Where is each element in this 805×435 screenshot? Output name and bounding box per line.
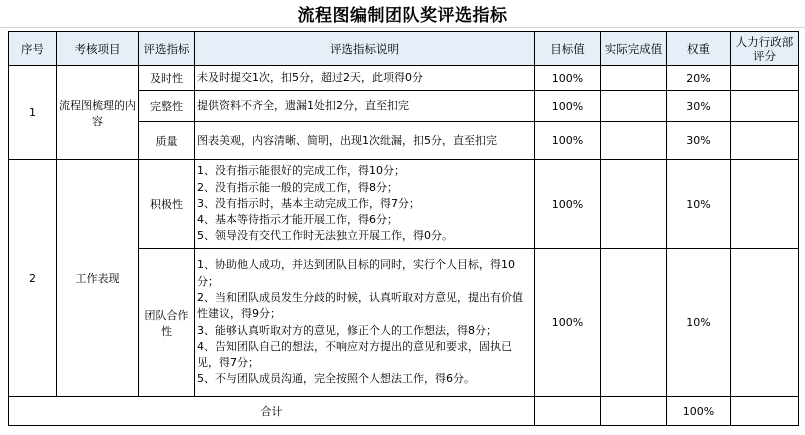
group-item: 流程图梳理的内容 <box>57 66 139 160</box>
target-cell: 100% <box>535 249 601 397</box>
target-cell: 100% <box>535 160 601 249</box>
total-weight: 100% <box>667 397 731 426</box>
desc-line: 2、没有指示能一般的完成工作，得8分； <box>197 180 398 194</box>
header-weight: 权重 <box>667 32 731 66</box>
header-seq: 序号 <box>9 32 57 66</box>
desc-cell: 图表美观，内容清晰、简明，出现1次纰漏，扣5分，直至扣完 <box>195 122 535 160</box>
actual-cell[interactable] <box>601 249 667 397</box>
header-actual: 实际完成值 <box>601 32 667 66</box>
desc-cell <box>195 249 535 397</box>
actual-cell[interactable] <box>601 91 667 122</box>
header-item: 考核项目 <box>57 32 139 66</box>
indicator-cell: 积极性 <box>139 160 195 249</box>
target-cell: 100% <box>535 66 601 91</box>
desc-line: 1、没有指示能很好的完成工作，得10分； <box>197 164 405 178</box>
header-target: 目标值 <box>535 32 601 66</box>
weight-cell: 30% <box>667 91 731 122</box>
title-divider <box>0 27 805 28</box>
total-hr-cell[interactable] <box>731 397 799 426</box>
actual-cell[interactable] <box>601 66 667 91</box>
header-row <box>9 32 799 66</box>
indicator-cell: 质量 <box>139 122 195 160</box>
hr-score-cell[interactable] <box>731 122 799 160</box>
weight-cell: 30% <box>667 122 731 160</box>
desc-line: 5、领导没有交代工作时无法独立开展工作，得0分。 <box>197 229 453 243</box>
indicator-cell: 团队合作性 <box>139 249 195 397</box>
hr-score-cell[interactable] <box>731 66 799 91</box>
desc-cell <box>195 160 535 249</box>
target-cell: 100% <box>535 122 601 160</box>
desc-line: 4、告知团队自己的想法，不响应对方提出的意见和要求，固执已见，得7分； <box>197 339 512 370</box>
total-actual-cell[interactable] <box>601 397 667 426</box>
page-title: 流程图编制团队奖评选指标 <box>297 6 508 26</box>
desc-cell: 未及时提交1次，扣5分，超过2天，此项得0分 <box>195 66 535 91</box>
total-label: 合计 <box>9 397 535 426</box>
indicator-cell: 完整性 <box>139 91 195 122</box>
target-cell: 100% <box>535 91 601 122</box>
group-seq: 1 <box>9 66 57 160</box>
desc-line: 1、协助他人成功，并达到团队目标的同时，实行个人目标，得10分； <box>197 258 515 288</box>
desc-cell: 提供资料不齐全，遗漏1处扣2分，直至扣完 <box>195 91 535 122</box>
table-row <box>9 66 799 91</box>
desc-line: 4、基本等待指示才能开展工作，得6分； <box>197 213 398 227</box>
table-row <box>9 160 799 249</box>
actual-cell[interactable] <box>601 160 667 249</box>
group-seq: 2 <box>9 160 57 397</box>
header-indicator: 评选指标 <box>139 32 195 66</box>
total-target-cell <box>535 397 601 426</box>
desc-line: 3、能够认真听取对方的意见，修正个人的工作想法，得8分； <box>197 323 497 337</box>
weight-cell: 20% <box>667 66 731 91</box>
header-hr: 人力行政部评分 <box>731 32 799 66</box>
hr-score-cell[interactable] <box>731 160 799 249</box>
actual-cell[interactable] <box>601 122 667 160</box>
indicator-table <box>8 31 799 426</box>
indicator-cell: 及时性 <box>139 66 195 91</box>
group-item: 工作表现 <box>57 160 139 397</box>
total-row <box>9 397 799 426</box>
desc-line: 3、没有指示时，基本主动完成工作，得7分； <box>197 196 420 210</box>
weight-cell: 10% <box>667 160 731 249</box>
weight-cell: 10% <box>667 249 731 397</box>
hr-score-cell[interactable] <box>731 91 799 122</box>
header-desc: 评选指标说明 <box>195 32 535 66</box>
hr-score-cell[interactable] <box>731 249 799 397</box>
desc-line: 5、不与团队成员沟通，完全按照个人想法工作，得6分。 <box>197 372 475 386</box>
desc-line: 2、当和团队成员发生分歧的时候，认真听取对方意见，提出有价值性建议，得9分； <box>197 290 523 321</box>
